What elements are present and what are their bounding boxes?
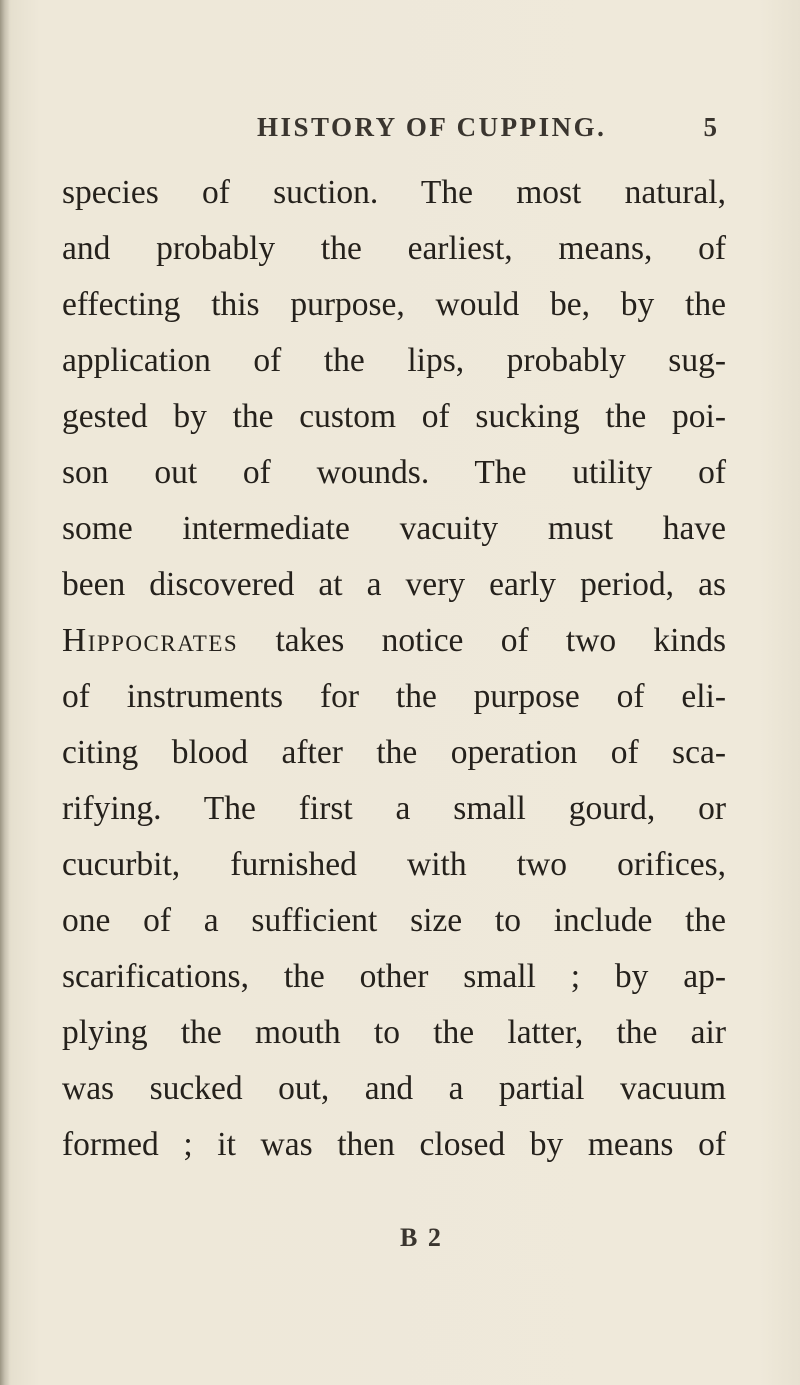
text-line: some intermediate vacuity must have [62,510,726,547]
text-line: rifying. The first a small gourd, or [62,790,726,827]
text-line: son out of wounds. The utility of [62,454,726,491]
text-line: was sucked out, and a partial vacuum [62,1070,726,1107]
running-title: HISTORY OF CUPPING. [257,112,607,142]
signature-mark: B 2 [400,1223,443,1252]
page-number: 5 [703,112,717,142]
text-line: effecting this purpose, would be, by the [62,286,726,323]
author-name-smallcaps: Hippocrates [62,622,239,659]
text-line: and probably the earliest, means, of [62,230,726,267]
text-line: species of suction. The most natural, [62,174,726,211]
text-line: gested by the custom of sucking the poi- [62,398,726,435]
text-line: of instruments for the purpose of eli- [62,678,726,715]
running-head [257,112,717,152]
text-line-with-name [62,613,726,669]
text-line: cucurbit, furnished with two orifices, [62,846,726,883]
text-line: citing blood after the operation of sca- [62,734,726,771]
text-line: formed ; it was then closed by means of [62,1126,726,1163]
body-text [62,165,726,1173]
spine-shadow [0,0,10,1385]
text-line: scarifications, the other small ; by ap- [62,958,726,995]
text-line: application of the lips, probably sug- [62,342,726,379]
text-line: been discovered at a very early period, as [62,566,726,603]
text-line-remainder: takes notice of two kinds [275,622,727,659]
text-line: one of a sufficient size to include the [62,902,726,939]
text-line: plying the mouth to the latter, the air [62,1014,726,1051]
